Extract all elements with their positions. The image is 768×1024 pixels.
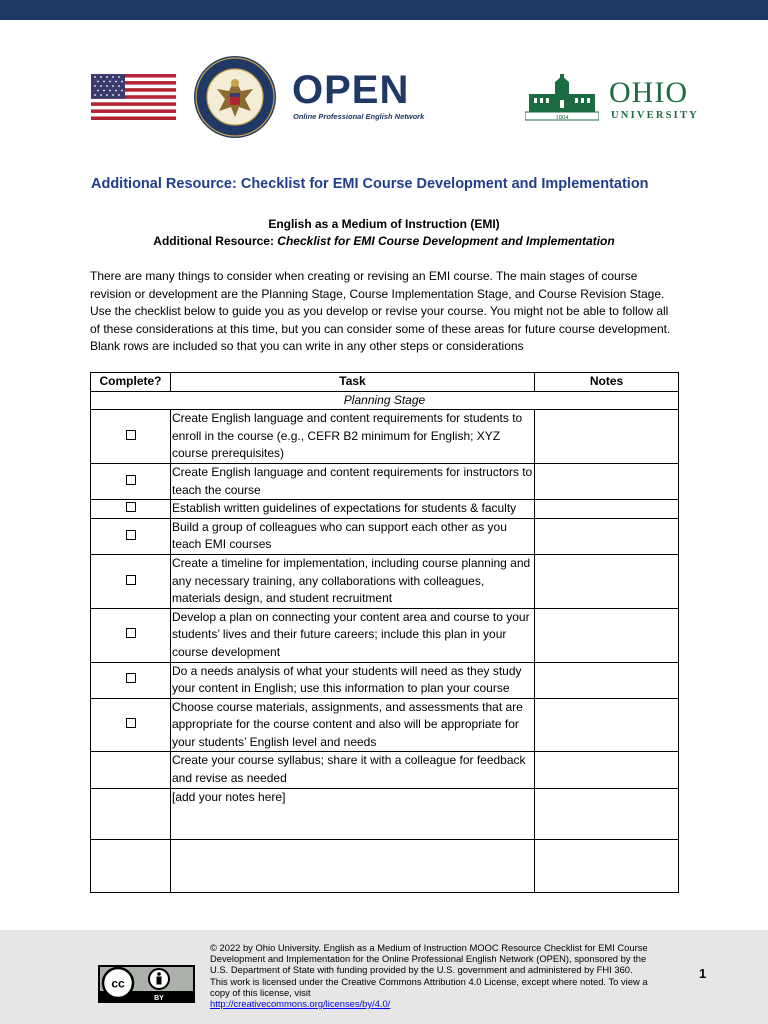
task-cell[interactable]: [add your notes here] xyxy=(171,788,535,839)
svg-text:cc: cc xyxy=(111,976,125,991)
page-number: 1 xyxy=(699,966,707,981)
task-cell: Do a needs analysis of what your students will need as they study your content in English; use this information to plan your course xyxy=(171,662,535,698)
stage-row xyxy=(91,391,679,410)
open-logo-wordmark: OPEN xyxy=(292,68,410,112)
ohio-wordmark: OHIO xyxy=(609,76,688,109)
notes-cell[interactable] xyxy=(535,500,679,519)
task-cell: Create English language and content requirements for instructors to teach the course xyxy=(171,463,535,499)
table-row xyxy=(91,608,679,662)
table-row xyxy=(91,788,679,839)
notes-cell[interactable] xyxy=(535,410,679,464)
notes-cell[interactable] xyxy=(535,518,679,554)
complete-cell-empty xyxy=(91,839,171,892)
table-row xyxy=(91,698,679,752)
ohio-university-building-icon xyxy=(525,72,599,122)
header-notes: Notes xyxy=(535,373,679,392)
notes-cell[interactable] xyxy=(535,752,679,788)
document-title: Additional Resource: Checklist for EMI Course Development and Implementation xyxy=(91,176,649,192)
task-cell: Build a group of colleagues who can support each other as you teach EMI courses xyxy=(171,518,535,554)
task-cell-empty[interactable] xyxy=(171,839,535,892)
task-cell: Create English language and content requirements for students to enroll in the course (e.g., CEFR B2 minimum for English; XYZ course prerequisites) xyxy=(171,410,535,464)
header-task: Task xyxy=(171,373,535,392)
complete-cell-empty xyxy=(91,788,171,839)
license-text: © 2022 by Ohio University. English as a Medium of Instruction MOOC Resource Checklist for EMI Course Development and Implementation for the Online Professional English Network (OPEN), sponsored by the U.S. Department of State with funding provided by the U.S. government and administered by FHI 360. This work is licensed under the Creative Commons Attribution 4.0 License, except where noted. To view a copy of this license, visit xyxy=(210,942,648,998)
license-link[interactable]: http://creativecommons.org/licenses/by/4.0/ xyxy=(210,998,391,1010)
open-logo-tagline: Online Professional English Network xyxy=(293,112,425,121)
notes-cell[interactable] xyxy=(535,698,679,752)
table-row xyxy=(91,410,679,464)
state-department-seal-icon xyxy=(193,55,277,139)
complete-cell-empty xyxy=(91,752,171,788)
open-logo xyxy=(292,70,427,120)
complete-checkbox[interactable] xyxy=(126,575,136,585)
table-row xyxy=(91,752,679,788)
complete-checkbox[interactable] xyxy=(126,475,136,485)
table-row xyxy=(91,500,679,519)
task-cell: Create a timeline for implementation, including course planning and any necessary training, any collaborations with colleagues, materials design, and student recruitment xyxy=(171,554,535,608)
task-cell: Create your course syllabus; share it with a colleague for feedback and revise as needed xyxy=(171,752,535,788)
cc-by-license-icon xyxy=(98,965,195,1003)
notes-cell[interactable] xyxy=(535,608,679,662)
intro-paragraph: There are many things to consider when creating or revising an EMI course. The main stages of course revision or development are the Planning Stage, Course Implementation Stage, and Course Revision Stage. Use the checklist below to guide you as you develop or revise your course. You might not be able to follow all of these considerations at this time, but you can consider some of these areas for future course development. Blank rows are included so that you can write in any other steps or considerations xyxy=(90,269,671,354)
page-footer xyxy=(0,930,768,1024)
course-heading: English as a Medium of Instruction (EMI) xyxy=(268,217,500,231)
stage-label: Planning Stage xyxy=(91,391,679,410)
table-row xyxy=(91,463,679,499)
table-row xyxy=(91,554,679,608)
table-row xyxy=(91,839,679,892)
us-flag-icon xyxy=(91,74,176,120)
cc-by-label: BY xyxy=(154,995,164,1002)
notes-cell[interactable] xyxy=(535,788,679,839)
ohio-year-label: 1804 xyxy=(555,114,569,121)
top-color-bar xyxy=(0,0,768,20)
table-row xyxy=(91,518,679,554)
table-header-row xyxy=(91,373,679,392)
university-wordmark: UNIVERSITY xyxy=(611,110,699,121)
complete-checkbox[interactable] xyxy=(126,502,136,512)
license-notice xyxy=(210,942,650,1009)
complete-checkbox[interactable] xyxy=(126,718,136,728)
resource-heading xyxy=(0,234,768,248)
resource-heading-title: Checklist for EMI Course Development and Implementation xyxy=(277,234,615,248)
logo-banner xyxy=(0,52,768,142)
notes-cell[interactable] xyxy=(535,463,679,499)
resource-heading-prefix: Additional Resource: xyxy=(153,234,278,248)
complete-checkbox[interactable] xyxy=(126,673,136,683)
notes-cell[interactable] xyxy=(535,662,679,698)
complete-checkbox[interactable] xyxy=(126,430,136,440)
task-cell: Establish written guidelines of expectations for students & faculty xyxy=(171,500,535,519)
notes-cell[interactable] xyxy=(535,839,679,892)
table-row xyxy=(91,662,679,698)
notes-cell[interactable] xyxy=(535,554,679,608)
task-cell: Develop a plan on connecting your content area and course to your students’ lives and their future careers; include this plan in your course development xyxy=(171,608,535,662)
complete-checkbox[interactable] xyxy=(126,530,136,540)
checklist-table xyxy=(90,372,679,893)
header-complete: Complete? xyxy=(91,373,171,392)
complete-checkbox[interactable] xyxy=(126,628,136,638)
task-cell: Choose course materials, assignments, and assessments that are appropriate for the course content and also will be appropriate for your students’ English level and needs xyxy=(171,698,535,752)
ohio-university-logo xyxy=(525,72,705,122)
